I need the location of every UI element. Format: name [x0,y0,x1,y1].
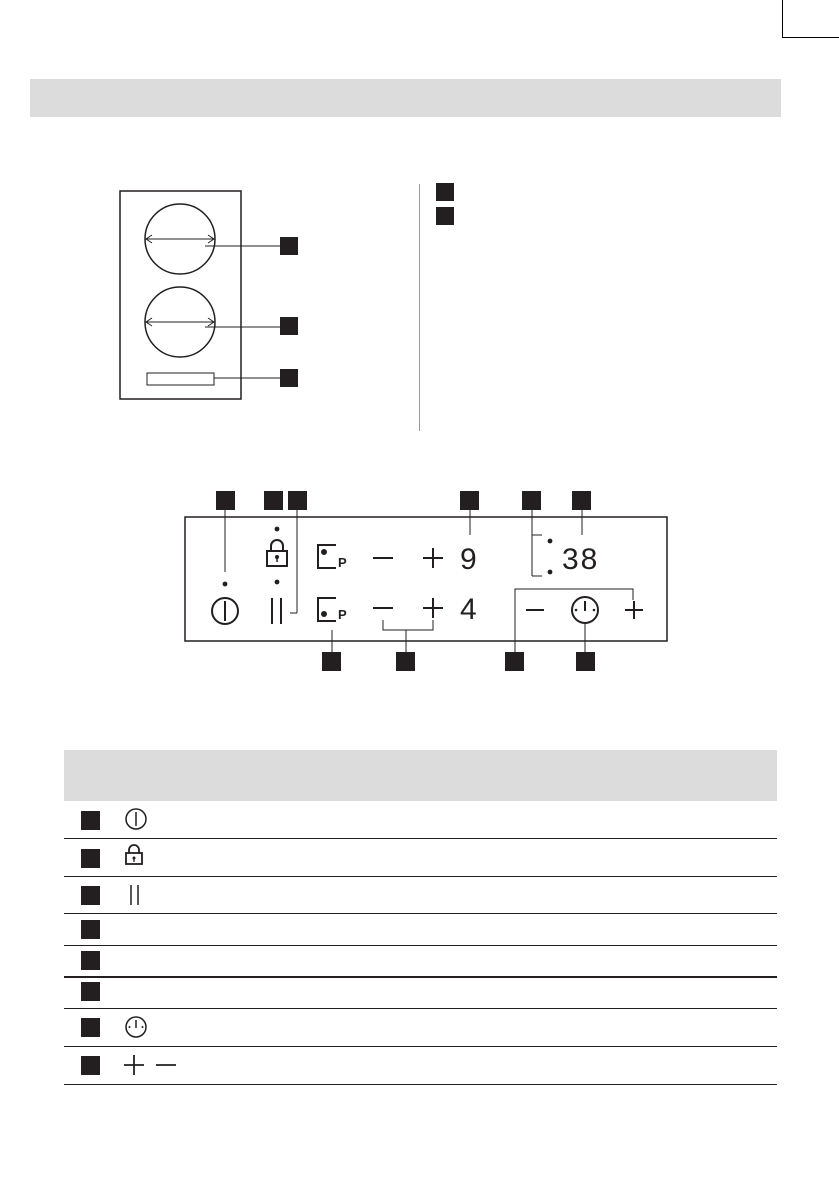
timer-icon [124,1015,148,1039]
legend-separator [419,184,420,431]
marker-2 [264,491,283,510]
marker-4 [460,491,479,510]
pause-icon [128,883,142,907]
zone-2-plus-icon [423,598,443,618]
table-row-marker [81,920,100,939]
zone-2-marker [280,317,298,335]
crop-mark-v [782,0,783,38]
table-row-marker [81,1018,100,1037]
marker-8 [396,652,415,671]
row-divider [64,876,777,877]
row-divider [64,1084,777,1085]
power-icon [124,807,148,831]
marker-7 [322,652,341,671]
marker-5 [522,491,541,510]
row-divider [64,1008,777,1009]
table-row-marker [81,886,100,905]
timer-plus-icon [625,601,643,619]
plus-minus-icon [122,1054,178,1078]
zone-2-power-display: 4 [460,593,477,626]
control-panel-diagram [180,488,675,673]
row-divider [64,945,777,946]
row-divider [64,913,777,914]
marker-10 [576,652,595,671]
section-header-bar [30,79,781,117]
timer-display: 38 [562,543,600,576]
control-panel-outline [147,373,214,385]
cooktop-diagram [110,180,310,410]
legend-marker-1 [436,183,454,201]
cooktop-outline [120,191,241,399]
marker-6 [572,491,591,510]
row-divider [64,838,777,839]
panel-box [185,517,667,641]
timer-icon [572,597,598,623]
row-divider [64,976,777,978]
table-header [64,750,777,801]
lock-icon [124,844,144,866]
zone-1-marker [280,237,298,255]
table-row-marker [81,1056,100,1075]
marker-3 [288,491,307,510]
table-row-marker [81,811,100,830]
zone-1-power-display: 9 [460,543,477,576]
lock-icon [267,540,287,566]
table-row-marker [81,849,100,868]
zone-1-select-icon [318,545,347,570]
marker-1 [216,491,235,510]
row-divider [64,1046,777,1047]
svg-text:P: P [338,607,347,622]
legend-marker-2 [436,207,454,225]
svg-text:P: P [338,555,347,570]
marker-9 [505,652,524,671]
table-row-marker [81,951,100,970]
table-row-marker [81,982,100,1001]
crop-mark-h [782,37,839,38]
panel-marker [280,369,298,387]
zone-2-select-icon [318,598,347,622]
zone-1-plus-icon [423,548,443,568]
